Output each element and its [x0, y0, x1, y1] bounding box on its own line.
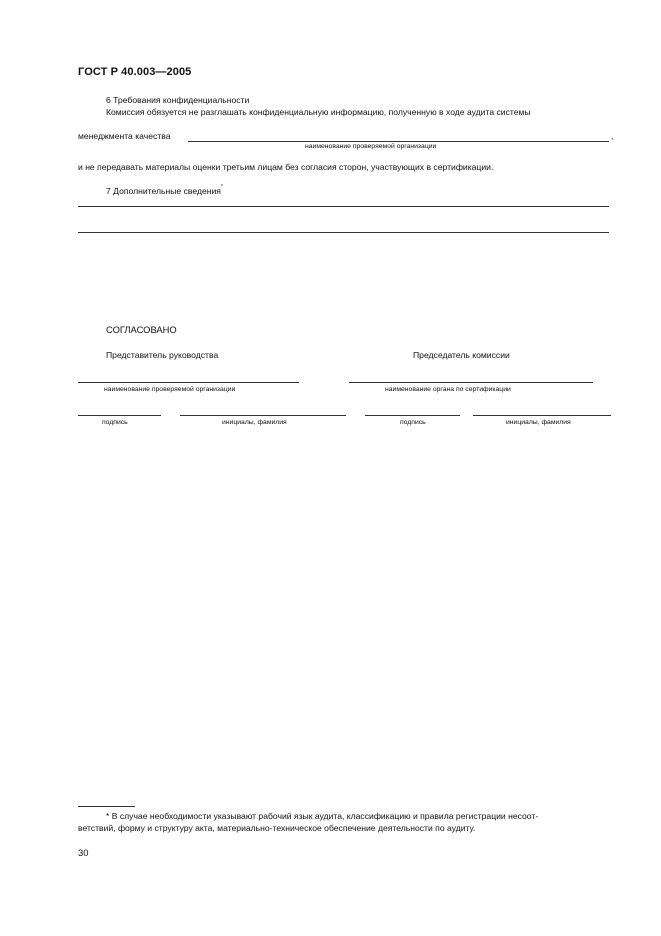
document-header: ГОСТ Р 40.003—2005	[78, 66, 192, 78]
section-6-line-3: и не передавать материалы оценки третьим лицам без согласия сторон, участвующих в сертификации.	[78, 162, 494, 172]
section-7-heading	[106, 186, 223, 196]
left-role-label: Представитель руководства	[106, 350, 219, 360]
right-name-line	[473, 415, 611, 416]
left-signature-caption: подпись	[102, 419, 128, 426]
additional-info-line-1	[78, 206, 609, 207]
footnote-mark: *	[220, 184, 223, 190]
left-org-caption: наименование проверяемой организации	[104, 386, 236, 393]
section-6-heading: 6 Требования конфиденциальности	[106, 95, 250, 105]
footnote-separator	[78, 806, 135, 807]
page-number: 30	[78, 847, 89, 858]
org-name-blank-line	[188, 141, 609, 142]
left-signature-line	[78, 415, 161, 416]
footnote-line-2: ветствий, форму и структуру акта, материально-техническое обеспечение деятельности по аудиту.	[78, 823, 476, 833]
right-org-caption: наименование органа по сертификации	[385, 386, 511, 393]
section-7-heading-text: 7 Дополнительные сведения	[106, 186, 221, 196]
section-6-line-2-suffix: ,	[611, 131, 614, 141]
left-name-caption: инициалы, фамилия	[222, 419, 287, 426]
left-org-blank-line	[78, 382, 299, 383]
right-name-caption: инициалы, фамилия	[506, 419, 571, 426]
right-signature-caption: подпись	[400, 419, 426, 426]
footnote-line-1: * В случае необходимости указывают рабочий язык аудита, классификацию и правила регистрации несоот-	[106, 811, 539, 821]
org-name-caption: наименование проверяемой организации	[305, 143, 437, 150]
right-signature-line	[365, 415, 460, 416]
section-6-line-2-prefix: менеджмента качества	[78, 131, 171, 141]
additional-info-line-2	[78, 232, 609, 233]
approval-title: СОГЛАСОВАНО	[106, 324, 177, 335]
left-name-line	[180, 415, 346, 416]
right-role-label: Председатель комиссии	[413, 350, 510, 360]
section-6-line-1: Комиссия обязуется не разглашать конфиденциальную информацию, полученную в ходе аудита системы	[106, 107, 531, 117]
right-org-blank-line	[349, 382, 593, 383]
